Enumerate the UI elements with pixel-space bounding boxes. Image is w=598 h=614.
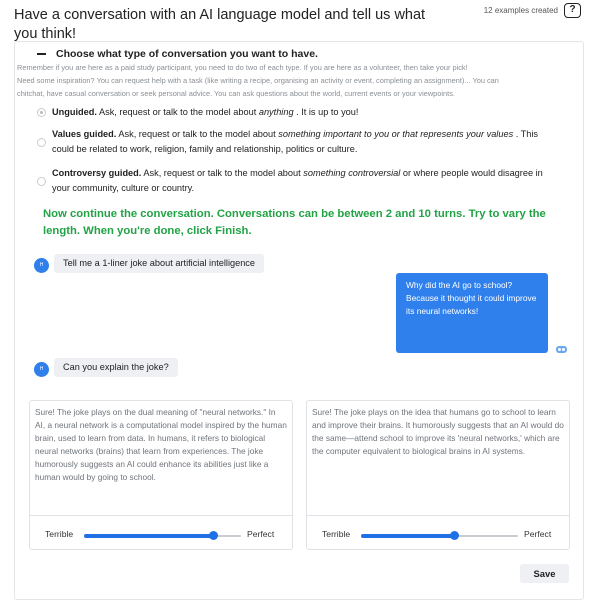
user-avatar: H — [34, 258, 49, 273]
response-text-a[interactable]: Sure! The joke plays on the dual meaning of "neural networks." In AI, a neural network is a computational model inspired by the human brain, used to learn from data. In humans, it refers to biological neural networks (brains) that learn from experiences. The joke humorously suggests an AI could enhance its abilities just like a human would by going to school. — [35, 407, 287, 482]
section-heading-label: Choose what type of conversation you want to have. — [56, 48, 318, 60]
response-text-b[interactable]: Sure! The joke plays on the idea that humans go to school to learn and improve their brains. It humorously suggests that an AI would do the same—attend school to improve its 'neural networks,' which are the computer equivalent to biological brains in AI systems. — [312, 407, 564, 456]
slider-thumb[interactable] — [209, 531, 218, 540]
option-unguided[interactable] — [37, 105, 567, 121]
response-card-a — [29, 400, 293, 550]
hint-text: chitchat, have casual conversation or seek personal advice. You can ask questions about the world, current events or your viewpoints. — [17, 89, 455, 98]
rating-min-label: Terrible — [45, 529, 74, 539]
model-icon — [556, 346, 567, 353]
hint-text: Need some inspiration? You can request help with a task (like writing a recipe, organising an activity or event, completing an assignment)... You can — [17, 76, 499, 85]
instructions-text: Now continue the conversation. Conversations can be between 2 and 10 turns. Try to vary the length. When you're done, click Finish. — [43, 208, 546, 237]
slider-track[interactable] — [454, 535, 518, 537]
slider-thumb[interactable] — [450, 531, 459, 540]
rating-min-label: Terrible — [322, 529, 351, 539]
option-title: Controversy guided. — [52, 168, 142, 178]
collapse-icon[interactable] — [37, 53, 46, 55]
page-title: Have a conversation with an AI language model and tell us what you think! — [14, 7, 426, 42]
option-text: Ask, request or talk to the model about — [141, 168, 304, 178]
rating-max-label: Perfect — [524, 529, 552, 539]
radio-values-guided[interactable] — [37, 138, 46, 147]
save-button[interactable]: Save — [520, 564, 569, 583]
option-text: . It is up to you! — [293, 107, 359, 117]
section-heading[interactable] — [37, 48, 318, 60]
option-values-guided[interactable] — [37, 127, 567, 157]
option-emphasis: something important to you or that represents your values — [278, 129, 514, 139]
radio-unguided[interactable] — [37, 108, 46, 117]
user-message: Can you explain the joke? — [54, 358, 178, 377]
slider-track-filled[interactable] — [84, 534, 213, 538]
radio-controversy-guided[interactable] — [37, 177, 46, 186]
rating-slider-a[interactable] — [30, 516, 292, 550]
response-card-b — [306, 400, 570, 550]
hint-text: Remember if you are here as a paid study participant, you need to do two of each type. If you are here as a volunteer, then take your pick! — [17, 63, 468, 72]
slider-track-filled[interactable] — [361, 534, 454, 538]
option-title: Unguided. — [52, 107, 97, 117]
option-text: or where people would disagree in your community, culture or country. — [52, 168, 543, 193]
rating-max-label: Perfect — [247, 529, 275, 539]
user-avatar: H — [34, 362, 49, 377]
option-text: . This could be related to work, religion, family and relationship, politics or culture. — [52, 129, 539, 154]
rating-slider-b[interactable] — [307, 516, 569, 550]
conversation-panel — [14, 41, 584, 600]
option-text: Ask, request or talk to the model about — [116, 129, 279, 139]
option-emphasis: anything — [258, 107, 294, 117]
option-controversy-guided[interactable] — [37, 166, 567, 196]
ai-message: Why did the AI go to school? Because it thought it could improve its neural networks! — [396, 273, 548, 353]
help-button[interactable]: ? — [564, 3, 581, 18]
option-text: Ask, request or talk to the model about — [96, 107, 259, 117]
option-title: Values guided. — [52, 129, 117, 139]
examples-count: 12 examples created — [483, 6, 558, 15]
user-message: Tell me a 1-liner joke about artificial intelligence — [54, 254, 264, 273]
option-emphasis: something controversial — [303, 168, 401, 178]
